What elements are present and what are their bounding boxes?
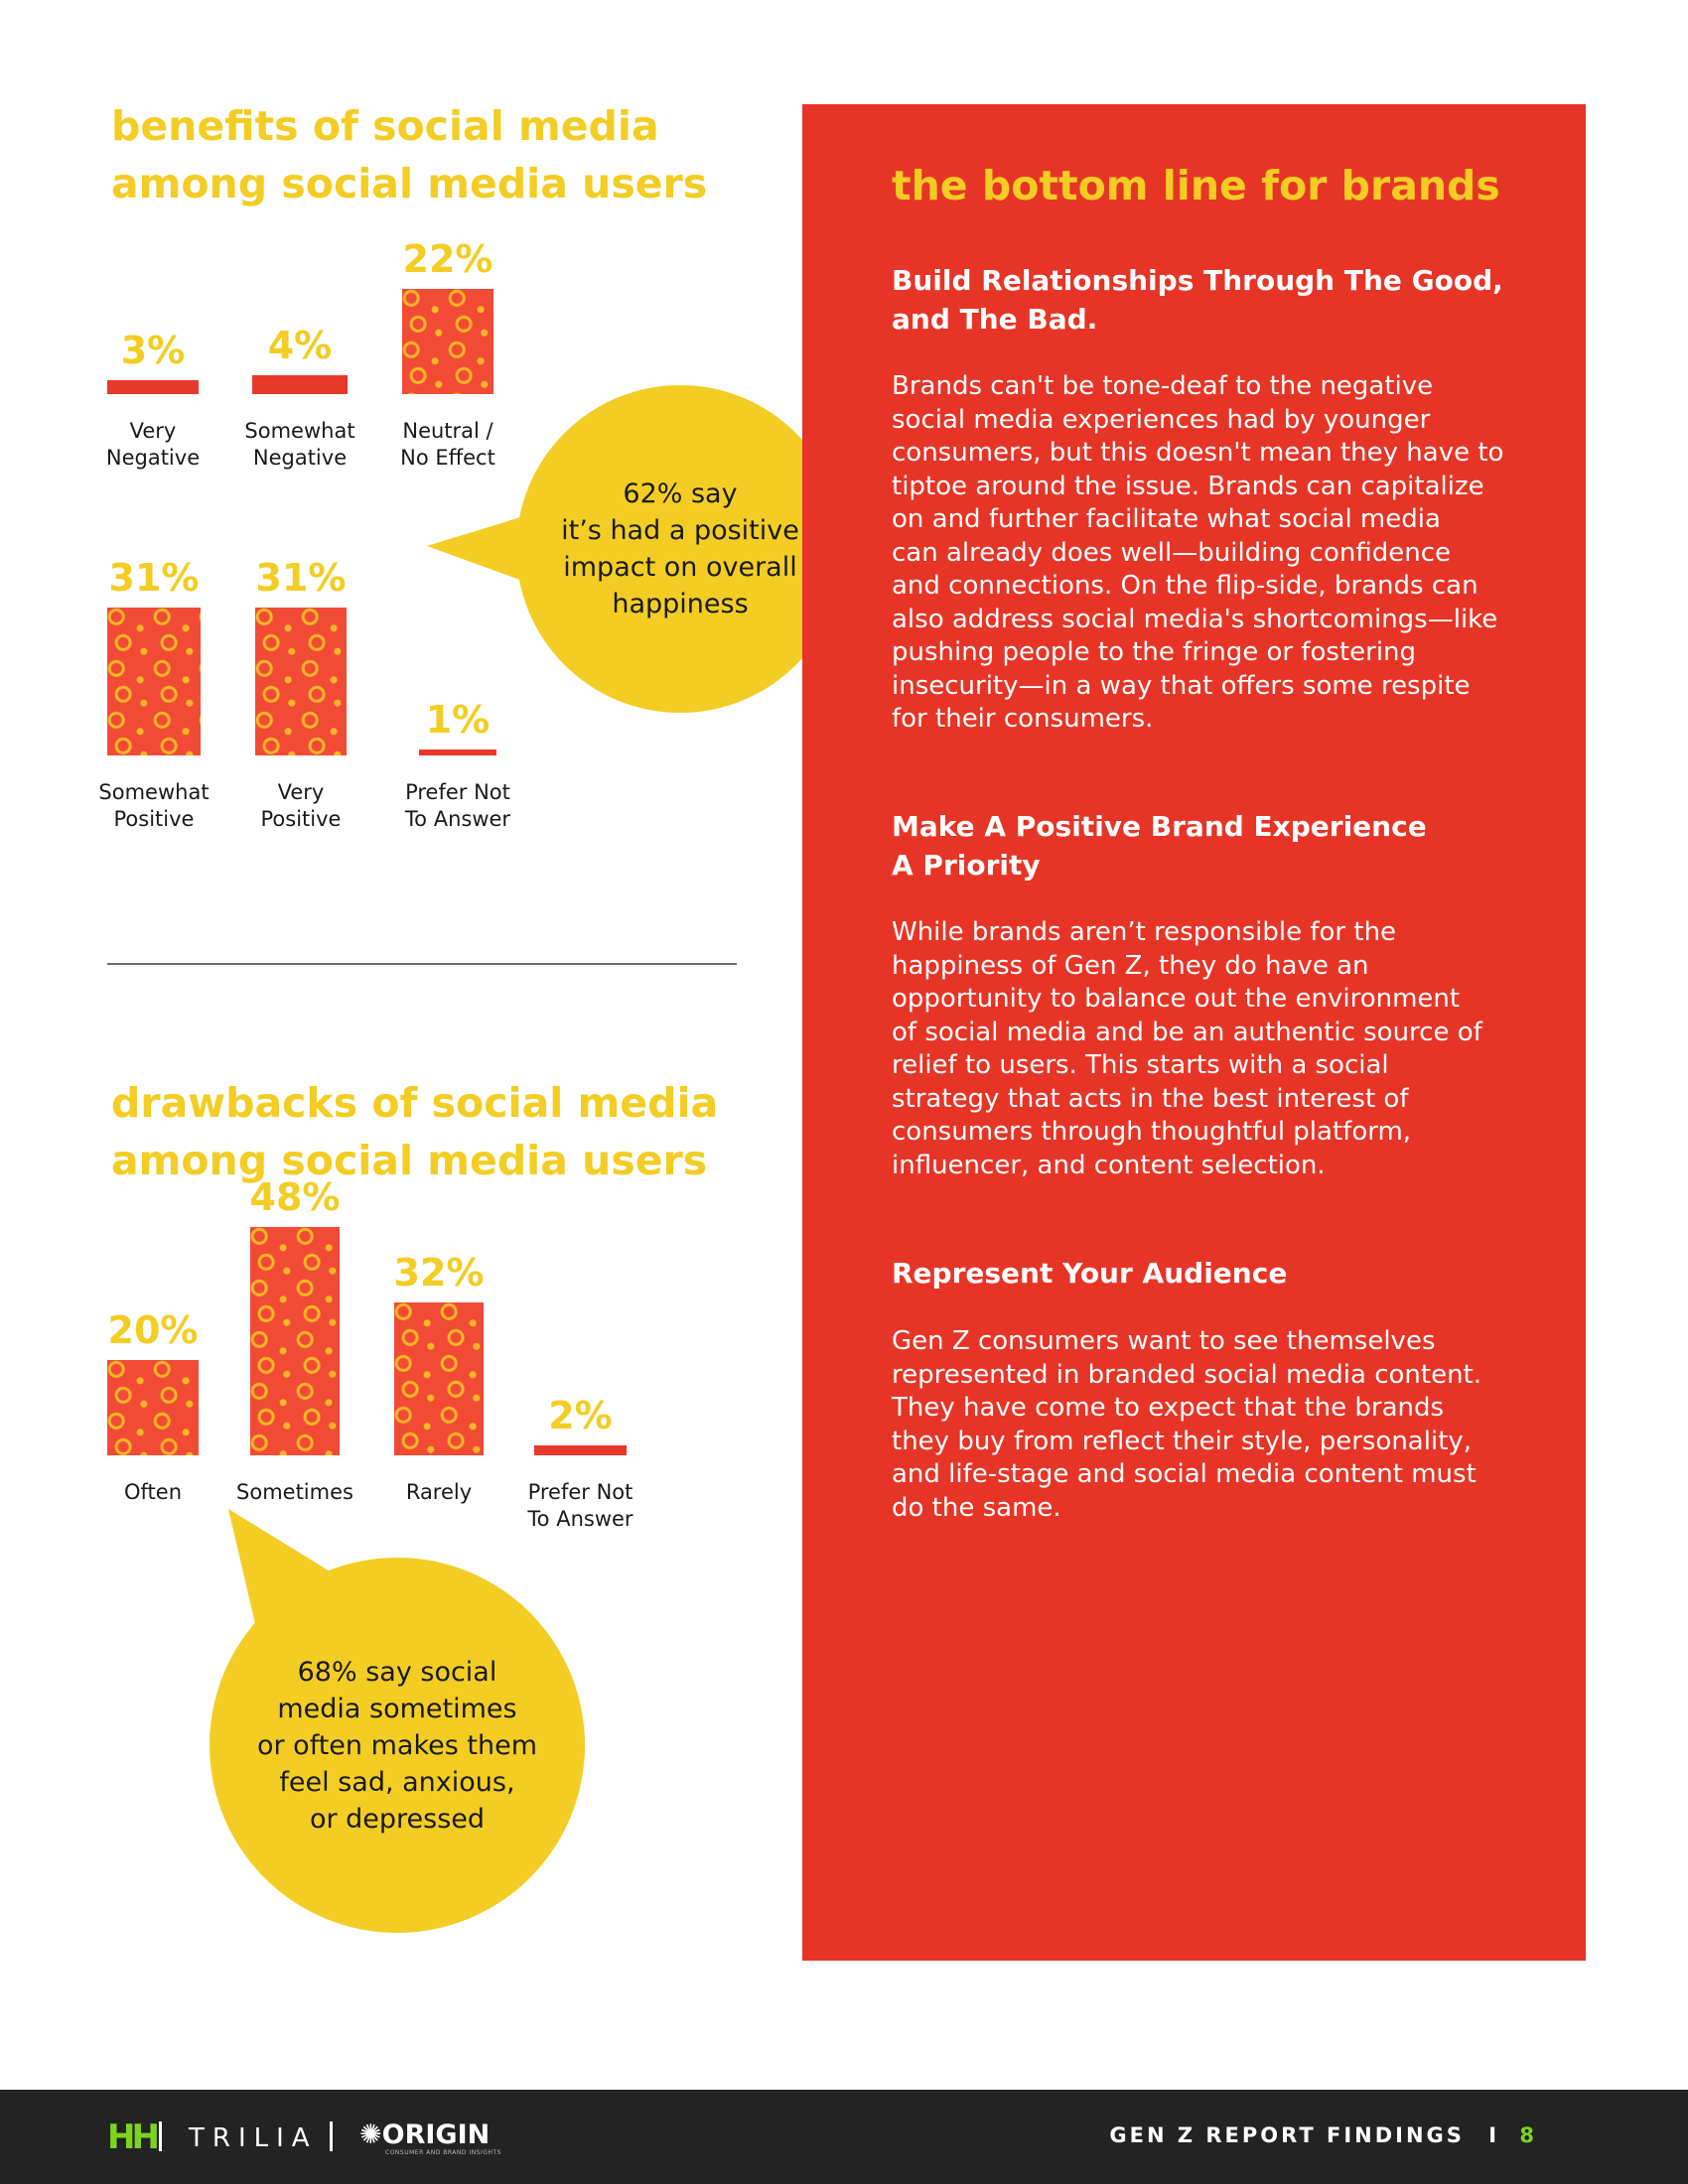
benefits-bubble-line1: 62% say <box>623 478 738 509</box>
page-number: 8 <box>1519 2123 1537 2147</box>
category-label-line: Neutral / <box>402 419 493 443</box>
category-label-line: Sometimes <box>236 1480 353 1504</box>
benefits-bubble-line2: it’s had a positive <box>561 515 799 546</box>
origin-sun-icon: ✺ <box>359 2119 382 2150</box>
paragraph-line: of social media and be an authentic source of <box>892 1017 1482 1047</box>
footer-separator <box>330 2121 333 2151</box>
bar <box>107 1360 199 1455</box>
category-label-line: To Answer <box>527 1507 633 1531</box>
benefits-heading-line2: among social media users <box>111 160 708 207</box>
section1-title-line1: Build Relationships Through The Good, <box>892 264 1503 297</box>
panel-title: the bottom line for brands <box>892 162 1500 209</box>
bar-value-label: 22% <box>402 237 493 282</box>
benefits-bubble-line4: happiness <box>612 589 749 619</box>
category-label <box>359 1479 518 1506</box>
benefits-heading-line1: benefits of social media <box>111 102 659 150</box>
paragraph-line: for their consumers. <box>892 704 1154 734</box>
drawbacks-bubble-line5: or depressed <box>309 1803 486 1835</box>
paragraph-line: social media experiences had by younger <box>892 404 1431 435</box>
category-label-line: Somewhat <box>98 780 210 804</box>
paragraph-line: do the same. <box>892 1492 1061 1523</box>
category-label-line: Negative <box>105 446 201 470</box>
section2-title-line1: Make A Positive Brand Experience <box>892 810 1427 843</box>
paragraph-line: tiptoe around the issue. Brands can capitalize <box>892 471 1484 501</box>
paragraph-line: pushing people to the fringe or fostering <box>892 637 1417 667</box>
paragraph-line: opportunity to balance out the environment <box>892 984 1461 1014</box>
paragraph-line: represented in branded social media content. <box>892 1359 1482 1390</box>
section1-body <box>892 370 1507 737</box>
footer-separator <box>159 2121 162 2151</box>
bar <box>394 1302 484 1455</box>
paragraph-line: and connections. On the flip-side, brands can <box>892 571 1478 601</box>
paragraph-line: consumers through thoughtful platform, <box>892 1117 1412 1147</box>
paragraph-line: happiness of Gen Z, they do have an <box>892 950 1369 981</box>
drawbacks-heading-line2: among social media users <box>111 1137 708 1184</box>
bar-value-label: 31% <box>255 556 347 601</box>
drawbacks-heading <box>111 1074 718 1189</box>
category-label-line: Prefer Not <box>405 780 510 804</box>
brand-mark-logo: HH <box>107 2117 156 2157</box>
paragraph-line: Gen Z consumers want to see themselves <box>892 1326 1436 1356</box>
category-label-line: Prefer Not <box>527 1480 633 1504</box>
category-label-line: Very <box>129 419 177 443</box>
category-label-line: To Answer <box>404 807 511 831</box>
category-label-line: Positive <box>113 807 195 831</box>
origin-tagline: CONSUMER AND BRAND INSIGHTS <box>385 2149 501 2156</box>
paragraph-line: Brands can't be tone-deaf to the negative <box>892 371 1434 401</box>
bar <box>534 1445 627 1455</box>
bar-value-label: 31% <box>108 556 200 601</box>
bar-value-label: 1% <box>425 698 491 742</box>
paragraph-line: can already does well—building confidence <box>892 537 1451 568</box>
bar-value-label: 48% <box>249 1174 341 1219</box>
category-label-line: Very <box>277 780 325 804</box>
paragraph-line: and life-stage and social media content must <box>892 1459 1477 1489</box>
category-label-line: Negative <box>252 446 348 470</box>
bar-value-label: 3% <box>120 328 186 372</box>
drawbacks-bubble-line4: feel sad, anxious, <box>279 1766 515 1798</box>
category-label <box>501 1479 660 1533</box>
paragraph-line: they buy from reflect their style, personality, <box>892 1426 1473 1456</box>
bar-value-label: 32% <box>393 1251 485 1296</box>
origin-wordmark: ORIGIN <box>381 2119 491 2150</box>
trilia-logo: TRILIA <box>189 2123 318 2153</box>
section3-body <box>892 1325 1507 1525</box>
paragraph-line: insecurity—in a way that offers some respite <box>892 670 1471 701</box>
drawbacks-bubble-line1: 68% say social <box>297 1656 497 1688</box>
paragraph-line: strategy that acts in the best interest of <box>892 1083 1409 1114</box>
benefits-bubble-line3: impact on overall <box>563 552 797 583</box>
drawbacks-bubble-line2: media sometimes <box>277 1693 517 1724</box>
paragraph-line: While brands aren’t responsible for the <box>892 917 1397 947</box>
report-label-text: GEN Z REPORT FINDINGS <box>1109 2123 1465 2147</box>
paragraph-line: They have come to expect that the brands <box>892 1393 1445 1423</box>
paragraph-line: influencer, and content selection. <box>892 1150 1326 1180</box>
drawbacks-heading-line1: drawbacks of social media <box>111 1079 719 1127</box>
bottom-line-panel <box>802 104 1586 1961</box>
bar <box>250 1227 340 1455</box>
bar-value-label: 20% <box>107 1308 199 1352</box>
category-label-line: Rarely <box>405 1480 473 1504</box>
category-label-line: No Effect <box>400 446 495 470</box>
paragraph-line: on and further facilitate what social media <box>892 504 1441 534</box>
paragraph-line: consumers, but this doesn't mean they have to <box>892 438 1504 468</box>
category-label-line: Somewhat <box>244 419 355 443</box>
section1-title-line2: and The Bad. <box>892 303 1098 336</box>
category-label-line: Often <box>123 1480 183 1504</box>
bar-value-label: 2% <box>548 1394 613 1438</box>
section-divider <box>107 963 737 965</box>
category-label <box>73 1479 232 1506</box>
bar-value-label: 4% <box>267 323 333 367</box>
section2-title <box>892 807 1507 885</box>
report-label <box>1109 2123 1537 2147</box>
drawbacks-bubble-line3: or often makes them <box>256 1729 538 1761</box>
paragraph-line: also address social media's shortcomings—like <box>892 604 1498 634</box>
drawbacks-callout-bubble <box>210 1558 585 1933</box>
footer-bar <box>0 2090 1688 2184</box>
origin-logo <box>359 2119 490 2150</box>
section2-title-line2: A Priority <box>892 849 1041 882</box>
category-label <box>215 1479 374 1506</box>
section2-body <box>892 916 1507 1182</box>
paragraph-line: relief to users. This starts with a social <box>892 1050 1389 1080</box>
section1-title <box>892 261 1507 339</box>
report-label-separator: I <box>1488 2123 1500 2147</box>
category-label-line: Positive <box>260 807 342 831</box>
section3-title: Represent Your Audience <box>892 1257 1288 1290</box>
